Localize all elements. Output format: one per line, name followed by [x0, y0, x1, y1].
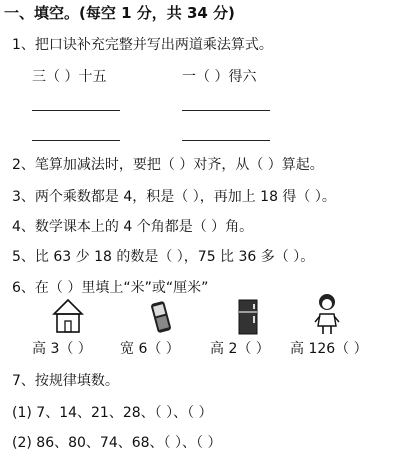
question-1-right-rhyme: 一（ ）得六: [182, 69, 257, 85]
section-title: 一、填空。(每空 1 分，共 34 分): [4, 4, 235, 22]
measure-item-refrigerator: 高 2（ ）: [210, 341, 270, 357]
phone-icon: [150, 300, 172, 334]
question-5-text: 5、比 63 少 18 的数是（ ），75 比 36 多（ ）。: [12, 249, 315, 265]
measure-item-house: 高 3（ ）: [32, 341, 92, 357]
refrigerator-icon: [237, 298, 259, 336]
question-7-row-1: (1) 7、14、21、28、（ ）、（ ）: [12, 405, 213, 421]
question-2-text: 2、笔算加减法时，要把（ ）对齐，从（ ）算起。: [12, 157, 324, 173]
question-6-text: 6、在（ ）里填上“米”或“厘米”: [12, 280, 209, 296]
question-1-text: 1、把口诀补充完整并写出两道乘法算式。: [12, 37, 273, 53]
house-icon: [52, 298, 84, 334]
question-1-left-rhyme: 三（ ）十五: [32, 69, 107, 85]
question-3-text: 3、两个乘数都是 4，积是（ ），再加上 18 得（ ）。: [12, 189, 336, 205]
question-4-text: 4、数学课本上的 4 个角都是（ ）角。: [12, 219, 254, 235]
question-7-row-2: (2) 86、80、74、68、（ ）、（ ）: [12, 435, 222, 451]
answer-line-right-2[interactable]: [182, 140, 270, 141]
question-7-text: 7、按规律填数。: [12, 373, 119, 389]
answer-line-left-2[interactable]: [32, 140, 120, 141]
girl-icon: [314, 292, 340, 336]
answer-line-right-1[interactable]: [182, 110, 270, 111]
answer-line-left-1[interactable]: [32, 110, 120, 111]
measure-item-girl: 高 126（ ）: [290, 341, 368, 357]
measure-item-phone: 宽 6（ ）: [120, 341, 180, 357]
